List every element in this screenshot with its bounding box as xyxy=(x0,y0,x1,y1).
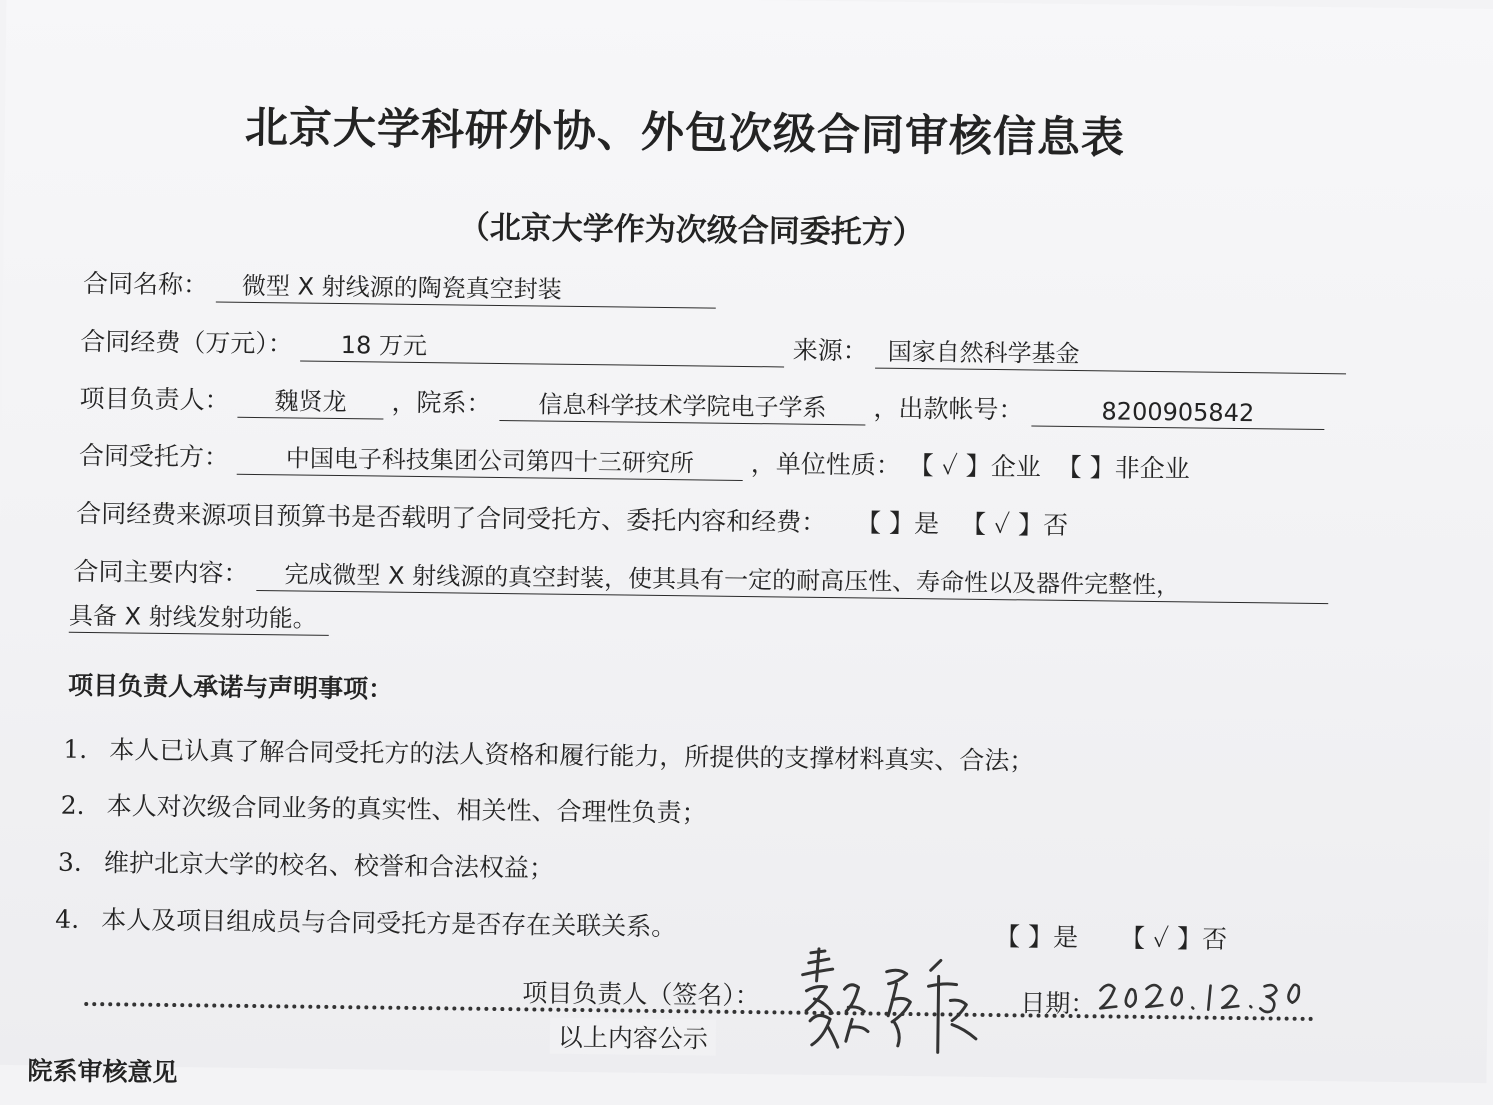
leader-label: 项目负责人： xyxy=(79,383,230,415)
commitment-text: 本人已认真了解合同受托方的法人资格和履行能力，所提供的支撑材料真实、合法； xyxy=(109,735,1035,776)
budget-question-row xyxy=(76,494,1068,542)
leader-row xyxy=(79,379,1324,431)
main-content-row xyxy=(73,552,1328,604)
budget-yes-checkbox: 【 】 xyxy=(855,508,915,539)
account-value: 8200905842 xyxy=(1031,396,1324,430)
relation-no-checkbox-checked: 【 ✓ 】 xyxy=(1119,923,1203,954)
commitments-heading: 项目负责人承诺与声明事项： xyxy=(67,670,394,704)
commitment-item xyxy=(63,730,1034,778)
non-enterprise-checkbox: 【 】 xyxy=(1056,452,1115,483)
budget-question-label: 合同经费来源项目预算书是否载明了合同受托方、委托内容和经费： xyxy=(76,498,827,537)
relation-yes-checkbox: 【 】 xyxy=(994,922,1054,952)
trustee-value: 中国电子科技集团公司第四十三研究所 xyxy=(237,438,743,481)
budget-no-checkbox-checked: 【 ✓ 】 xyxy=(960,509,1044,540)
department-review-heading: 院系审核意见 xyxy=(27,1056,178,1088)
contract-fee-row xyxy=(80,322,1347,374)
budget-no-label: 否 xyxy=(1042,510,1069,540)
unit-nature-label: ，单位性质： xyxy=(750,449,902,480)
public-notice: 以上内容公示 xyxy=(550,1018,716,1056)
trustee-row xyxy=(79,436,1190,487)
trustee-label: 合同受托方： xyxy=(78,440,230,472)
main-content-row-2 xyxy=(69,596,329,636)
commitment-text: 本人对次级合同业务的真实性、相关性、合理性负责； xyxy=(106,791,707,828)
signature-label: 项目负责人（签名）： xyxy=(522,978,761,1011)
commitment-number: 4. xyxy=(55,904,80,934)
source-value: 国家自然科学基金 xyxy=(875,332,1346,375)
form-subtitle: （北京大学作为次级合同委托方） xyxy=(458,209,924,252)
relation-yes-label: 是 xyxy=(1052,922,1079,953)
account-label: ，出款帐号： xyxy=(873,393,1024,425)
commitment-text: 本人及项目组成员与合同受托方是否存在关联关系。 xyxy=(101,905,677,942)
date-label: 日期： xyxy=(1020,988,1096,1019)
relation-no-label: 否 xyxy=(1201,924,1228,954)
relation-options xyxy=(995,917,1227,956)
contract-fee-label: 合同经费（万元）： xyxy=(80,326,294,359)
form-title: 北京大学科研外协、外包次级合同审核信息表 xyxy=(244,102,1126,164)
contract-name-row xyxy=(83,264,716,309)
commitment-number: 1. xyxy=(63,734,88,764)
bleed-through-text xyxy=(545,38,580,87)
commitment-number: 2. xyxy=(60,790,85,820)
department-value: 信息科学技术学院电子学系 xyxy=(499,384,865,425)
leader-value: 魏贤龙 xyxy=(237,381,383,420)
contract-name-value: 微型 X 射线源的陶瓷真空封装 xyxy=(216,266,716,309)
budget-yes-label: 是 xyxy=(913,509,940,539)
enterprise-checkbox-checked: 【 ✓ 】 xyxy=(908,450,991,481)
contract-fee-value: 18 万元 xyxy=(301,325,785,368)
main-content-value-line1: 完成微型 X 射线源的真空封装，使其具有一定的耐高压性、寿命性以及器件完整性， xyxy=(256,554,1328,604)
department-label: ，院系： xyxy=(391,387,492,418)
main-content-label: 合同主要内容： xyxy=(73,556,249,588)
commitment-item xyxy=(58,843,554,885)
contract-name-label: 合同名称： xyxy=(82,268,209,300)
non-enterprise-option-label: 非企业 xyxy=(1114,453,1190,484)
commitment-text: 维护北京大学的校名、校誉和合法权益； xyxy=(103,848,555,883)
enterprise-option-label: 企业 xyxy=(990,451,1041,482)
commitment-item xyxy=(55,900,676,944)
handwritten-signature xyxy=(787,941,999,1074)
source-label: 来源： xyxy=(792,335,868,366)
commitment-number: 3. xyxy=(57,847,83,877)
commitment-item xyxy=(60,786,706,830)
main-content-value-line2: 具备 X 射线发射功能。 xyxy=(69,596,329,636)
